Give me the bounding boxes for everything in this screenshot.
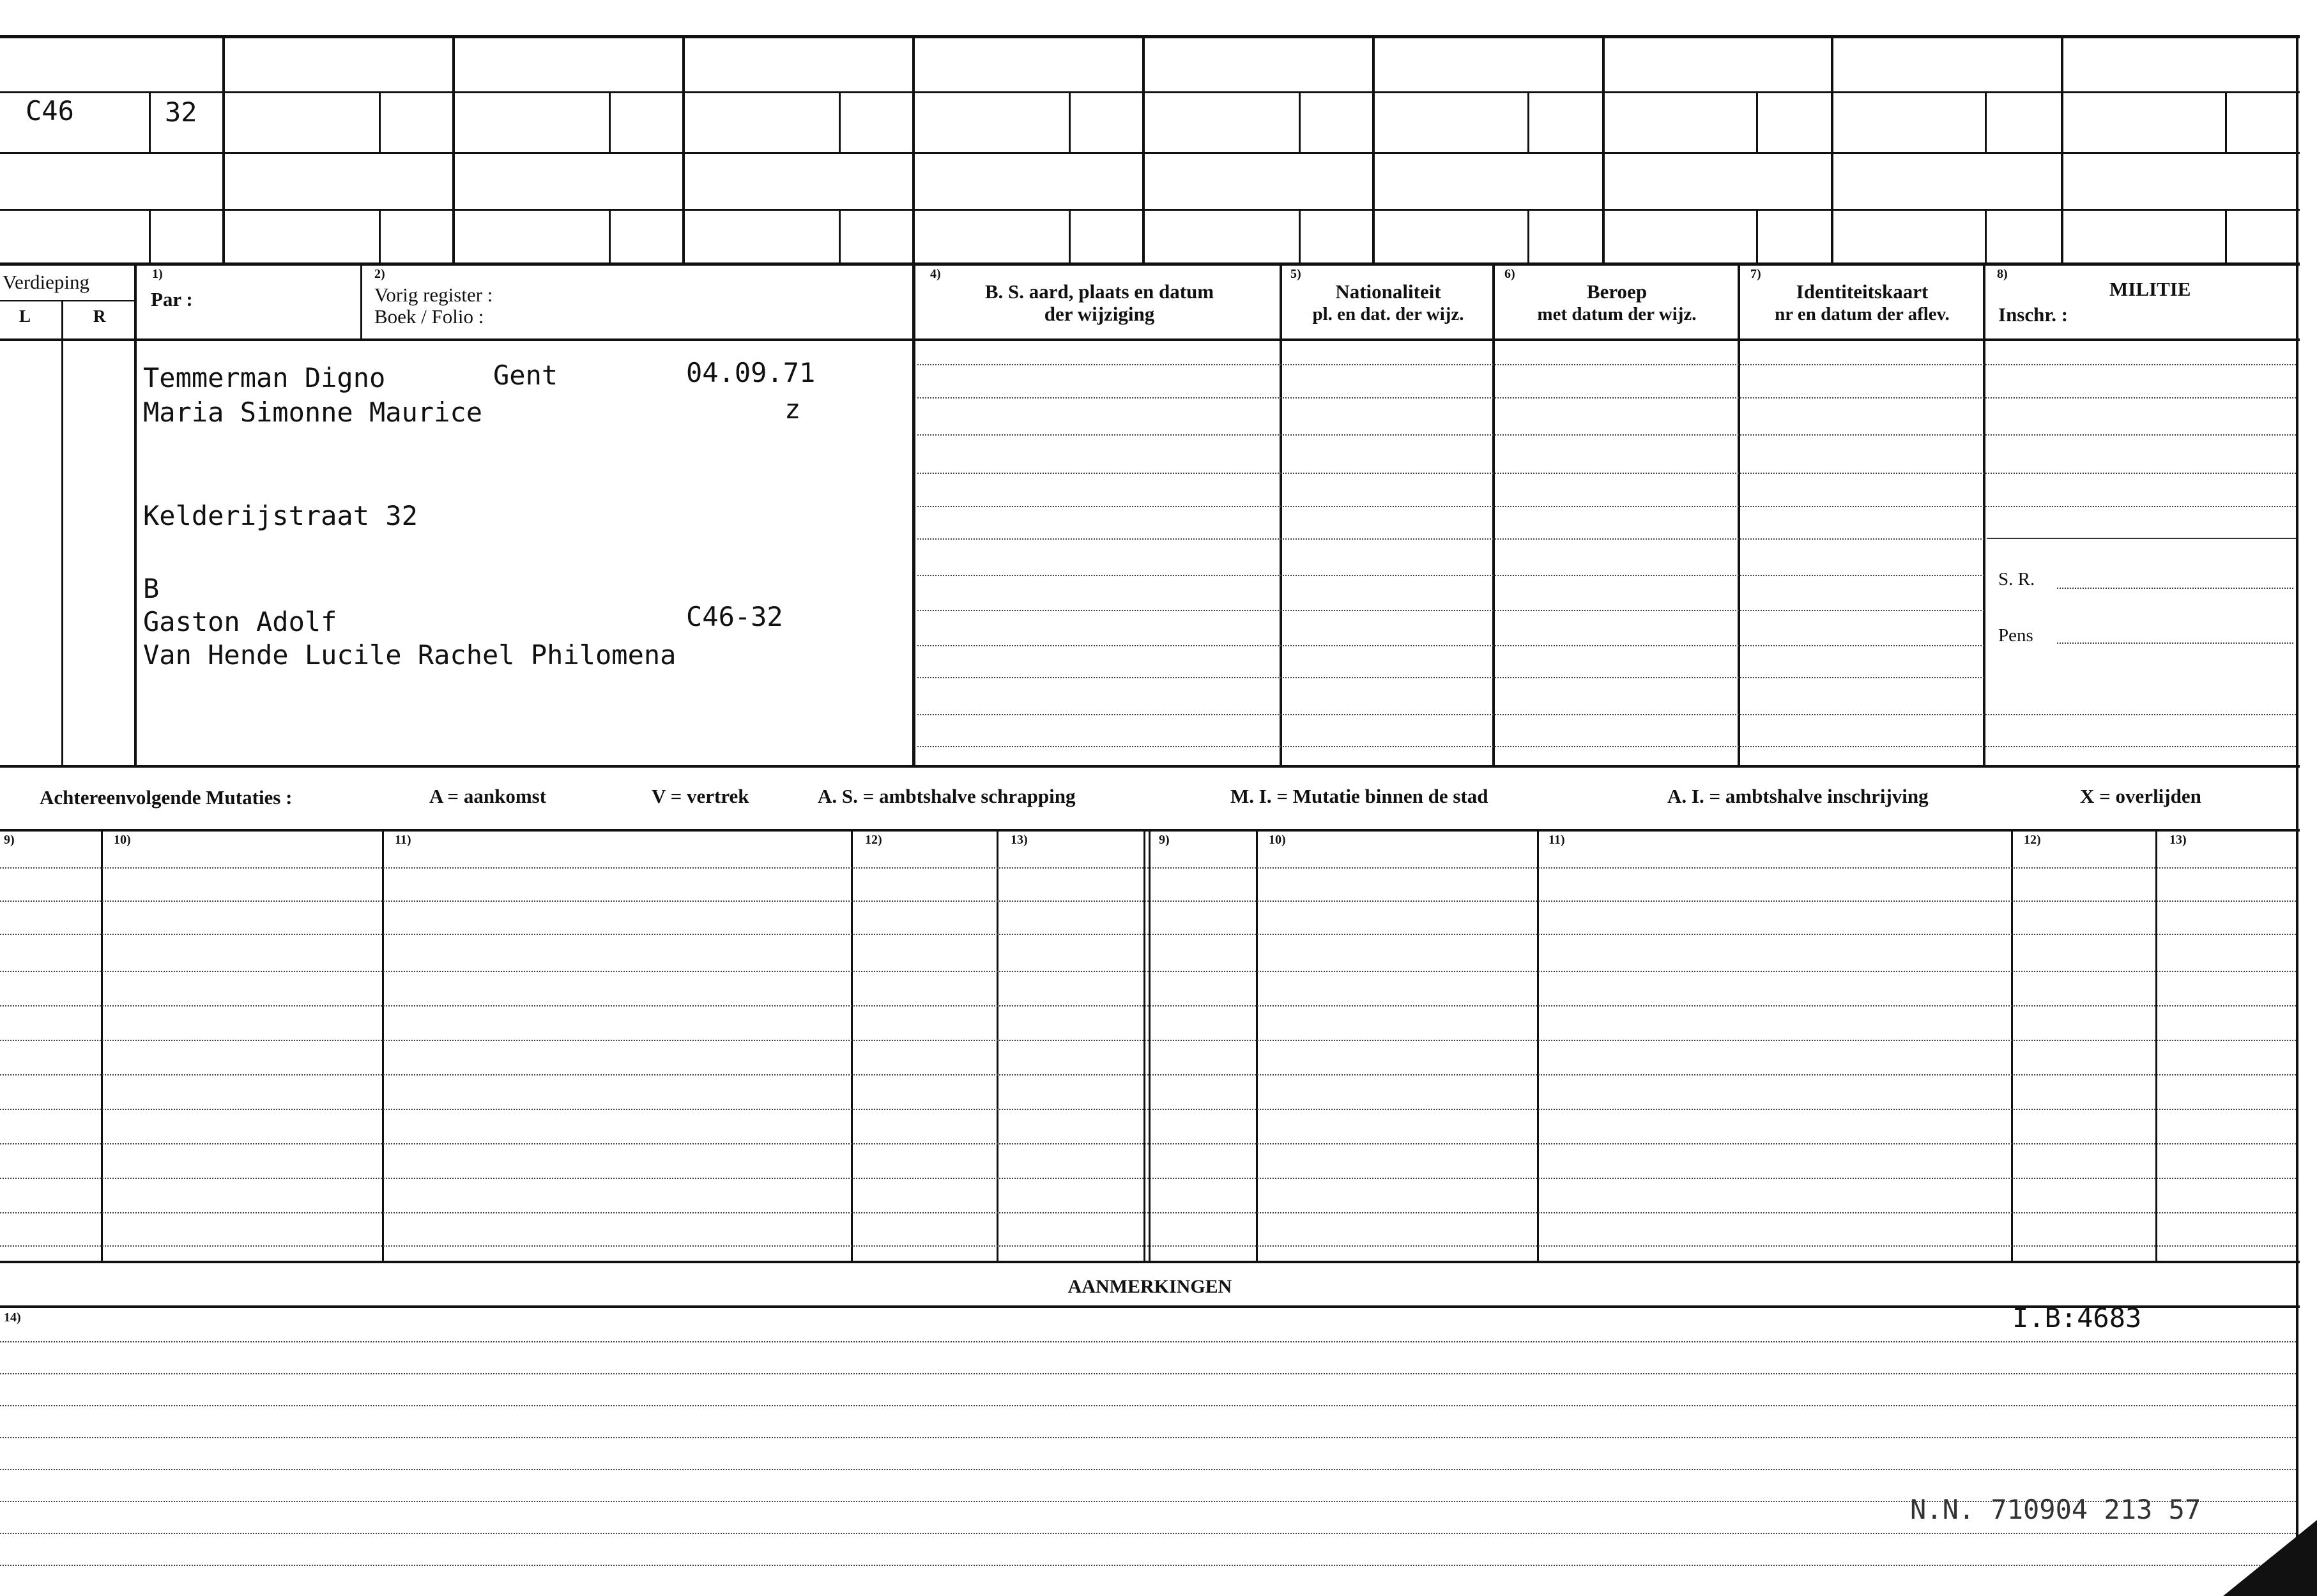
corner-fold-shape	[2223, 1520, 2317, 1596]
mutation-line	[0, 1005, 2296, 1007]
mutation-line	[0, 1212, 2296, 1213]
grid-tick	[379, 93, 381, 152]
ledger-line	[917, 364, 2296, 365]
building-code: C46	[26, 95, 74, 126]
mutation-col-line	[851, 830, 853, 1262]
grid-col-line	[1602, 35, 1605, 264]
col8-title: MILITIE	[2109, 278, 2191, 300]
grid-col-line	[682, 35, 685, 264]
col4-num: 4)	[930, 267, 941, 281]
col2-line2: Boek / Folio :	[374, 305, 484, 328]
grid-col-line	[1142, 35, 1145, 264]
grid-row-line	[0, 152, 2300, 154]
mutation-line	[0, 1245, 2296, 1247]
ib-number: I.B:4683	[2012, 1302, 2142, 1334]
mutation-line	[0, 1178, 2296, 1179]
col4-line2: der wijziging	[1044, 303, 1155, 325]
mutation-col-line	[382, 830, 384, 1262]
col1-num: 1)	[152, 267, 163, 281]
col5-line1: Nationaliteit	[1335, 280, 1441, 303]
mut-left-9: 9)	[4, 833, 15, 847]
mut-right-13: 13)	[2169, 833, 2187, 847]
entry-birthdate: 04.09.71	[686, 357, 816, 388]
mutation-line	[0, 867, 2296, 869]
grid-tick	[609, 211, 611, 263]
legend-as: A. S. = ambtshalve schrapping	[818, 785, 1076, 807]
ledger-line	[917, 538, 1984, 540]
mutation-line	[0, 901, 2296, 902]
grid-col-line	[1372, 35, 1375, 264]
legend-ai: A. I. = ambtshalve inschrijving	[1667, 785, 1929, 807]
mut-left-13: 13)	[1011, 833, 1028, 847]
grid-tick	[1985, 211, 1987, 263]
col1-label: Par :	[151, 288, 193, 310]
pens-line	[2057, 642, 2293, 644]
ledger-line	[917, 677, 1984, 678]
remarks-ledger	[0, 1469, 2296, 1470]
grid-tick	[1299, 93, 1301, 152]
grid-row-line	[0, 91, 2300, 93]
col8-inschr: Inschr. :	[1998, 303, 2068, 326]
grid-tick	[2225, 211, 2227, 263]
remarks-line	[0, 1305, 2300, 1308]
header-bottom-line	[0, 338, 2300, 341]
grid-tick	[2225, 93, 2227, 152]
grid-tick	[839, 211, 841, 263]
remarks-num: 14)	[4, 1311, 21, 1325]
entry-street: Kelderijstraat 32	[143, 500, 418, 531]
grid-tick	[149, 93, 151, 152]
body-col-line	[61, 300, 63, 765]
mutation-col-line	[2011, 830, 2013, 1262]
nn-number: N.N. 710904 213 57	[1910, 1494, 2201, 1525]
mut-left-12: 12)	[865, 833, 882, 847]
house-number: 32	[165, 96, 197, 128]
grid-col-line	[912, 35, 915, 264]
mutation-line	[0, 1143, 2296, 1144]
entry-name: Temmerman Digno	[143, 362, 386, 393]
body-col-line	[1492, 266, 1495, 765]
militie-line	[1987, 538, 2296, 539]
mut-right-10: 10)	[1269, 833, 1286, 847]
grid-tick	[1756, 93, 1758, 152]
col2-num: 2)	[374, 267, 385, 281]
col6-line1: Beroep	[1586, 280, 1648, 303]
ledger-line	[917, 434, 2296, 436]
legend-a: A = aankomst	[429, 785, 547, 807]
grid-tick	[1527, 211, 1529, 263]
col2-line1: Vorig register :	[374, 284, 493, 306]
entry-code-b: B	[143, 573, 160, 604]
legend-mi: M. I. = Mutatie binnen de stad	[1230, 785, 1488, 807]
mut-right-11: 11)	[1548, 833, 1565, 847]
col5-line2: pl. en dat. der wijz.	[1312, 304, 1464, 324]
floor-left-label: L	[19, 307, 31, 326]
col8-num: 8)	[1997, 267, 2008, 281]
entry-reference: C46-32	[686, 601, 783, 632]
body-col-line	[134, 266, 137, 765]
floor-right-label: R	[93, 307, 106, 326]
col7-line1: Identiteitskaart	[1796, 280, 1929, 303]
col6-num: 6)	[1504, 267, 1515, 281]
mut-right-9: 9)	[1159, 833, 1170, 847]
ledger-line	[917, 397, 2296, 399]
mutation-line	[0, 934, 2296, 935]
entry-mother: Van Hende Lucile Rachel Philomena	[143, 639, 677, 671]
mutation-col-line	[1143, 830, 1145, 1262]
legend-top-line	[0, 765, 2300, 768]
legend-v: V = vertrek	[652, 785, 749, 807]
mutation-col-line	[2155, 830, 2157, 1262]
entry-father: Gaston Adolf	[143, 606, 337, 637]
remarks-ledger	[0, 1341, 2296, 1342]
verdieping-label: Verdieping	[3, 271, 90, 293]
grid-tick	[1299, 211, 1301, 263]
body-col-line	[360, 266, 362, 340]
mutation-line	[0, 1074, 2296, 1075]
top-border-line	[0, 35, 2300, 38]
mut-left-11: 11)	[395, 833, 411, 847]
grid-tick	[839, 93, 841, 152]
ledger-line	[917, 645, 1984, 646]
grid-tick	[609, 93, 611, 152]
grid-tick	[1069, 93, 1071, 152]
mutation-col-line	[997, 830, 998, 1262]
militie-pens: Pens	[1998, 625, 2033, 646]
ledger-line	[917, 575, 1984, 576]
remarks-title: AANMERKINGEN	[1067, 1276, 1232, 1297]
body-col-line	[1983, 266, 1985, 765]
grid-tick	[149, 211, 151, 263]
entry-given-names: Maria Simonne Maurice	[143, 397, 483, 428]
mutation-col-line	[101, 830, 103, 1262]
sr-line	[2057, 588, 2293, 589]
grid-tick	[379, 211, 381, 263]
grid-col-line	[452, 35, 455, 264]
ledger-line	[917, 506, 2296, 507]
col7-num: 7)	[1750, 267, 1761, 281]
mutation-line	[0, 1109, 2296, 1110]
right-border-line	[2296, 35, 2298, 1581]
col7-line2: nr en datum der aflev.	[1775, 304, 1950, 324]
ledger-line	[917, 714, 2296, 715]
grid-tick	[1756, 211, 1758, 263]
grid-row-line	[0, 209, 2300, 211]
mutation-line	[0, 971, 2296, 972]
body-col-line	[1280, 266, 1282, 765]
entry-marker: z	[784, 393, 801, 425]
remarks-ledger	[0, 1565, 2296, 1566]
mutation-col-line	[1256, 830, 1258, 1262]
remarks-ledger	[0, 1373, 2296, 1374]
grid-col-line	[222, 35, 225, 264]
mutation-col-line	[1537, 830, 1539, 1262]
mut-right-12: 12)	[2024, 833, 2041, 847]
legend-intro: Achtereenvolgende Mutaties :	[40, 786, 293, 809]
col5-num: 5)	[1290, 267, 1301, 281]
entry-birthplace: Gent	[493, 360, 558, 391]
grid-col-line	[1831, 35, 1833, 264]
remarks-ledger	[0, 1437, 2296, 1438]
grid-tick	[1985, 93, 1987, 152]
grid-col-line	[2061, 35, 2063, 264]
ledger-line	[917, 610, 1984, 611]
body-col-line	[1738, 266, 1740, 765]
verdieping-divider	[0, 300, 134, 301]
col6-line2: met datum der wijz.	[1537, 304, 1697, 324]
ledger-line	[917, 746, 2296, 747]
grid-tick	[1527, 93, 1529, 152]
legend-x: X = overlijden	[2080, 785, 2201, 807]
grid-row-line	[0, 262, 2300, 266]
ledger-line	[917, 473, 2296, 474]
remarks-ledger	[0, 1405, 2296, 1406]
mutation-line	[0, 1040, 2296, 1041]
militie-sr: S. R.	[1998, 569, 2035, 589]
col4-line1: B. S. aard, plaats en datum	[984, 280, 1214, 303]
remarks-ledger	[0, 1533, 2296, 1534]
mutation-col-line	[1149, 830, 1151, 1262]
grid-tick	[1069, 211, 1071, 263]
mut-left-10: 10)	[114, 833, 131, 847]
body-col-line	[912, 266, 915, 765]
